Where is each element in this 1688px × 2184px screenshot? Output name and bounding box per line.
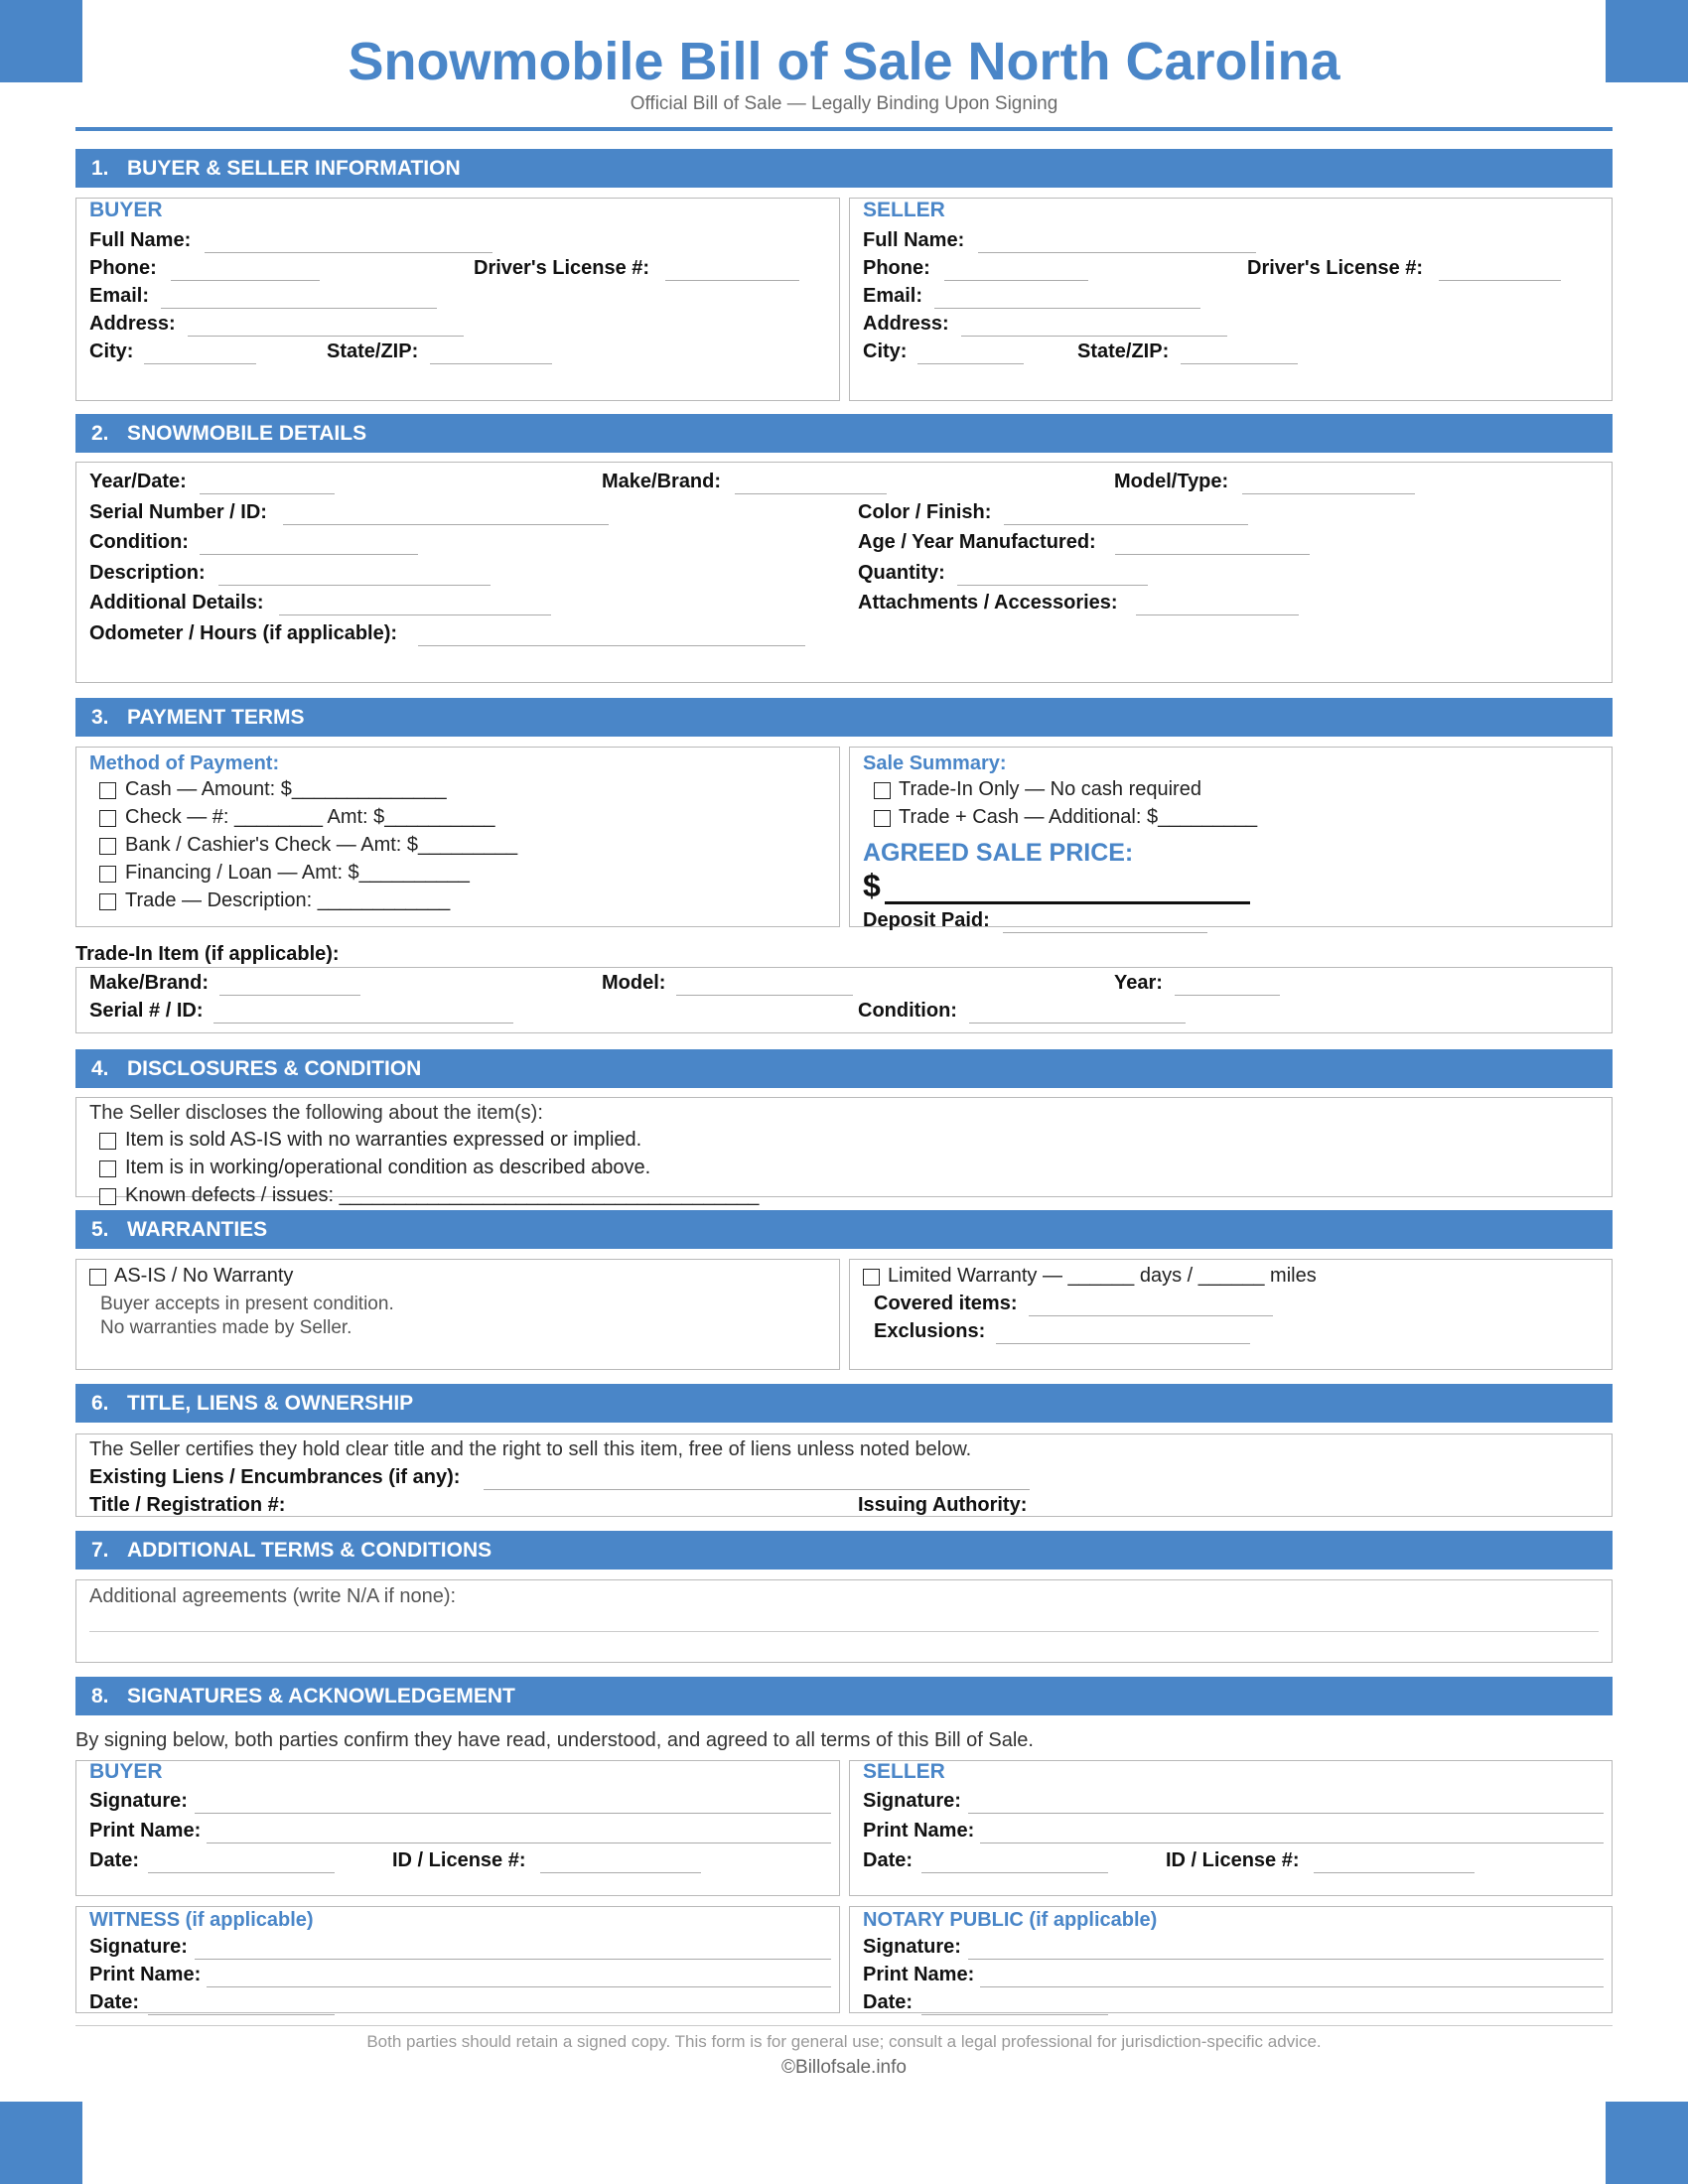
buyer-email-field[interactable] (161, 308, 437, 309)
seller-date-label: Date: (863, 1849, 914, 1871)
disclosures-intro: The Seller discloses the following about the item(s): (89, 1102, 543, 1124)
buyer-signature-heading: BUYER (89, 1760, 163, 1783)
section-3-header (75, 698, 1613, 737)
section-8-header (75, 1677, 1613, 1715)
disclosures-box (75, 1097, 1613, 1206)
condition-label: Condition: (89, 531, 189, 553)
buyer-city-label: City: (89, 341, 134, 362)
price-dollar-sign: $ (863, 868, 881, 903)
notary-date-label: Date: (863, 1991, 914, 2013)
serial-number-field[interactable] (283, 524, 609, 525)
existing-liens-field[interactable] (484, 1489, 1030, 1490)
buyer-address-label: Address: (89, 313, 176, 335)
seller-state-zip-label: State/ZIP: (1077, 341, 1170, 362)
limited-warranty-checkbox[interactable] (863, 1269, 880, 1286)
age-year-manufactured-label: Age / Year Manufactured: (858, 531, 1096, 553)
payment-trade-checkbox[interactable] (99, 893, 116, 910)
trade-in-heading: Trade-In Item (if applicable): (75, 943, 340, 965)
disclosure-known-defects-checkbox[interactable] (99, 1188, 116, 1205)
issuing-authority-label: Issuing Authority: (858, 1494, 1028, 1516)
section-4-header (75, 1049, 1613, 1088)
section-7-header (75, 1531, 1613, 1570)
attachments-field[interactable] (1136, 614, 1299, 615)
seller-print-name-label: Print Name: (863, 1820, 975, 1842)
buyer-date-label: Date: (89, 1849, 140, 1871)
section-5-header (75, 1210, 1613, 1249)
serial-number-label: Serial Number / ID: (89, 501, 267, 523)
section-title: PAYMENT TERMS (127, 706, 305, 729)
as-is-warranty-checkbox[interactable] (89, 1269, 106, 1286)
color-finish-label: Color / Finish: (858, 501, 992, 523)
disclosure-as-is-checkbox[interactable] (99, 1133, 116, 1150)
payment-cash-checkbox[interactable] (99, 782, 116, 799)
seller-id-license-field[interactable] (1314, 1872, 1475, 1873)
additional-details-field[interactable] (279, 614, 551, 615)
section-number: 2. (91, 422, 109, 445)
disclosure-working-condition-label: Item is in working/operational condition as described above. (125, 1157, 651, 1178)
seller-signature-label: Signature: (863, 1790, 961, 1812)
limited-warranty-label: Limited Warranty — ______ days / ______ miles (888, 1265, 1317, 1287)
seller-email-field[interactable] (934, 308, 1200, 309)
payment-financing-checkbox[interactable] (99, 866, 116, 883)
footer-note: Both parties should retain a signed copy. This form is for general use; consult a legal professional for jurisdiction-specific advice. (366, 2032, 1322, 2051)
buyer-license-label: Driver's License #: (474, 257, 650, 279)
deposit-paid-field[interactable] (1003, 932, 1207, 933)
section-number: 6. (91, 1392, 109, 1415)
buyer-email-label: Email: (89, 285, 150, 307)
additional-terms-note: Additional agreements (write N/A if none): (89, 1585, 457, 1607)
bill-of-sale-form (75, 0, 1613, 2078)
additional-terms-field[interactable] (89, 1631, 1599, 1632)
document-header (75, 0, 1613, 131)
corner-decoration-bottom-right (1606, 2102, 1688, 2184)
as-is-warranty-label: AS-IS / No Warranty (114, 1265, 294, 1287)
method-of-payment-heading: Method of Payment: (89, 752, 280, 774)
trade-in-serial-field[interactable] (213, 1023, 513, 1024)
year-date-field[interactable] (200, 493, 335, 494)
covered-items-label: Covered items: (874, 1293, 1018, 1314)
age-year-manufactured-field[interactable] (1115, 554, 1310, 555)
seller-license-label: Driver's License #: (1247, 257, 1424, 279)
payment-bank-check-label: Bank / Cashier's Check — Amt: $_________ (125, 834, 518, 856)
disclosure-as-is-label: Item is sold AS-IS with no warranties expressed or implied. (125, 1129, 642, 1151)
make-brand-label: Make/Brand: (602, 471, 722, 492)
sale-summary-heading: Sale Summary: (863, 752, 1007, 774)
witness-date-label: Date: (89, 1991, 140, 2013)
method-of-payment-box (75, 747, 840, 927)
buyer-state-zip-label: State/ZIP: (327, 341, 419, 362)
seller-phone-field[interactable] (944, 280, 1088, 281)
seller-date-field[interactable] (921, 1872, 1108, 1873)
payment-financing-label: Financing / Loan — Amt: $__________ (125, 862, 470, 884)
seller-email-label: Email: (863, 285, 923, 307)
buyer-full-name-field[interactable] (205, 252, 492, 253)
payment-bank-check-checkbox[interactable] (99, 838, 116, 855)
buyer-address-field[interactable] (188, 336, 464, 337)
additional-details-label: Additional Details: (89, 592, 264, 614)
attachments-label: Attachments / Accessories: (858, 592, 1118, 614)
description-label: Description: (89, 562, 206, 584)
buyer-signature-label: Signature: (89, 1790, 188, 1812)
buyer-signature-field[interactable] (195, 1813, 831, 1814)
notary-date-field[interactable] (921, 2014, 1108, 2015)
agreed-sale-price-field[interactable] (885, 901, 1250, 904)
make-brand-field[interactable] (735, 493, 887, 494)
title-liens-box (75, 1433, 1613, 1517)
seller-signature-field[interactable] (968, 1813, 1604, 1814)
section-title: DISCLOSURES & CONDITION (127, 1057, 422, 1080)
trade-in-model-label: Model: (602, 972, 666, 994)
covered-items-field[interactable] (1029, 1315, 1273, 1316)
seller-phone-label: Phone: (863, 257, 930, 279)
witness-heading: WITNESS (if applicable) (89, 1909, 314, 1931)
trade-in-only-label: Trade-In Only — No cash required (899, 778, 1201, 800)
signatures-intro: By signing below, both parties confirm they have read, understood, and agreed to all terms of this Bill of Sale. (75, 1729, 1034, 1751)
trade-in-box (75, 967, 1613, 1033)
witness-box (75, 1906, 840, 2013)
seller-signature-heading: SELLER (863, 1760, 945, 1783)
seller-state-zip-field[interactable] (1181, 363, 1298, 364)
model-type-field[interactable] (1242, 493, 1415, 494)
trade-in-make-label: Make/Brand: (89, 972, 210, 994)
existing-liens-label: Existing Liens / Encumbrances (if any): (89, 1466, 461, 1488)
notary-heading: NOTARY PUBLIC (if applicable) (863, 1909, 1158, 1931)
trade-in-model-field[interactable] (676, 995, 853, 996)
section-number: 4. (91, 1057, 109, 1080)
document-subtitle: Official Bill of Sale — Legally Binding Upon Signing (630, 93, 1058, 114)
buyer-info-box (75, 198, 840, 401)
disclosure-working-condition-checkbox[interactable] (99, 1160, 116, 1177)
buyer-phone-field[interactable] (171, 280, 320, 281)
trade-plus-cash-checkbox[interactable] (874, 810, 891, 827)
seller-info-box (849, 198, 1613, 401)
payment-check-checkbox[interactable] (99, 810, 116, 827)
seller-signature-box (849, 1760, 1613, 1896)
witness-print-name-field[interactable] (207, 1986, 831, 1987)
section-title: ADDITIONAL TERMS & CONDITIONS (127, 1539, 492, 1562)
odometer-hours-field[interactable] (418, 645, 805, 646)
payment-check-label: Check — #: ________ Amt: $__________ (125, 806, 495, 828)
section-6-header (75, 1384, 1613, 1423)
payment-trade-label: Trade — Description: ____________ (125, 889, 451, 911)
buyer-state-zip-field[interactable] (430, 363, 552, 364)
seller-full-name-field[interactable] (978, 252, 1256, 253)
disclosure-known-defects-label: Known defects / issues: ______________________________________ (125, 1184, 760, 1206)
notary-print-name-field[interactable] (980, 1986, 1604, 1987)
footer-divider (75, 2025, 1613, 2026)
corner-decoration-top-left (0, 0, 82, 82)
buyer-city-field[interactable] (144, 363, 256, 364)
buyer-phone-label: Phone: (89, 257, 157, 279)
buyer-signature-box (75, 1760, 840, 1896)
seller-address-label: Address: (863, 313, 949, 335)
trade-in-year-label: Year: (1114, 972, 1163, 994)
seller-city-field[interactable] (917, 363, 1024, 364)
trade-plus-cash-label: Trade + Cash — Additional: $_________ (899, 806, 1258, 828)
witness-signature-label: Signature: (89, 1936, 188, 1958)
snowmobile-details-box (75, 462, 1613, 683)
trade-in-condition-field[interactable] (969, 1023, 1186, 1024)
as-is-note-2: No warranties made by Seller. (100, 1317, 352, 1338)
buyer-id-license-field[interactable] (540, 1872, 701, 1873)
trade-in-condition-label: Condition: (858, 1000, 957, 1022)
title-intro: The Seller certifies they hold clear title and the right to sell this item, free of liens unless noted below. (89, 1438, 972, 1460)
footer-copyright: ©Billofsale.info (781, 2057, 907, 2078)
corner-decoration-bottom-left (0, 2102, 82, 2184)
trade-in-make-field[interactable] (219, 995, 360, 996)
section-title: BUYER & SELLER INFORMATION (127, 157, 461, 180)
condition-field[interactable] (200, 554, 418, 555)
seller-heading: SELLER (863, 199, 945, 221)
notary-box (849, 1906, 1613, 2013)
description-field[interactable] (218, 585, 491, 586)
payment-cash-label: Cash — Amount: $______________ (125, 778, 447, 800)
trade-in-only-checkbox[interactable] (874, 782, 891, 799)
section-number: 8. (91, 1685, 109, 1707)
buyer-print-name-label: Print Name: (89, 1820, 202, 1842)
buyer-license-field[interactable] (665, 280, 799, 281)
section-title: TITLE, LIENS & OWNERSHIP (127, 1392, 414, 1415)
section-1-header (75, 149, 1613, 188)
additional-terms-box (75, 1579, 1613, 1663)
seller-full-name-label: Full Name: (863, 229, 965, 251)
trade-in-serial-label: Serial # / ID: (89, 1000, 204, 1022)
corner-decoration-top-right (1606, 0, 1688, 82)
year-date-label: Year/Date: (89, 471, 187, 492)
seller-address-field[interactable] (961, 336, 1227, 337)
witness-date-field[interactable] (148, 2014, 335, 2015)
seller-city-label: City: (863, 341, 908, 362)
section-number: 1. (91, 157, 109, 180)
title-registration-label: Title / Registration #: (89, 1494, 286, 1516)
buyer-id-license-label: ID / License #: (392, 1849, 526, 1871)
section-2-header (75, 414, 1613, 453)
quantity-field[interactable] (957, 585, 1148, 586)
as-is-warranty-box (75, 1259, 840, 1370)
seller-license-field[interactable] (1439, 280, 1561, 281)
limited-warranty-box (849, 1259, 1613, 1370)
seller-id-license-label: ID / License #: (1166, 1849, 1300, 1871)
section-title: SNOWMOBILE DETAILS (127, 422, 367, 445)
quantity-label: Quantity: (858, 562, 945, 584)
model-type-label: Model/Type: (1114, 471, 1229, 492)
document-title: Snowmobile Bill of Sale North Carolina (348, 32, 1340, 91)
agreed-sale-price-label: AGREED SALE PRICE: (863, 839, 1134, 867)
deposit-paid-label: Deposit Paid: (863, 909, 990, 931)
exclusions-field[interactable] (996, 1343, 1250, 1344)
sale-summary-box (849, 747, 1613, 931)
witness-print-name-label: Print Name: (89, 1964, 202, 1985)
buyer-date-field[interactable] (148, 1872, 335, 1873)
section-title: WARRANTIES (127, 1218, 268, 1241)
trade-in-year-field[interactable] (1175, 995, 1280, 996)
notary-print-name-label: Print Name: (863, 1964, 975, 1985)
witness-signature-field[interactable] (195, 1959, 831, 1960)
section-title: SIGNATURES & ACKNOWLEDGEMENT (127, 1685, 515, 1707)
section-number: 7. (91, 1539, 109, 1562)
exclusions-label: Exclusions: (874, 1320, 986, 1342)
buyer-full-name-label: Full Name: (89, 229, 192, 251)
notary-signature-label: Signature: (863, 1936, 961, 1958)
section-number: 5. (91, 1218, 109, 1241)
odometer-hours-label: Odometer / Hours (if applicable): (89, 622, 398, 644)
notary-signature-field[interactable] (968, 1959, 1604, 1960)
section-number: 3. (91, 706, 109, 729)
as-is-note-1: Buyer accepts in present condition. (100, 1294, 394, 1314)
buyer-heading: BUYER (89, 199, 163, 221)
color-finish-field[interactable] (1004, 524, 1248, 525)
